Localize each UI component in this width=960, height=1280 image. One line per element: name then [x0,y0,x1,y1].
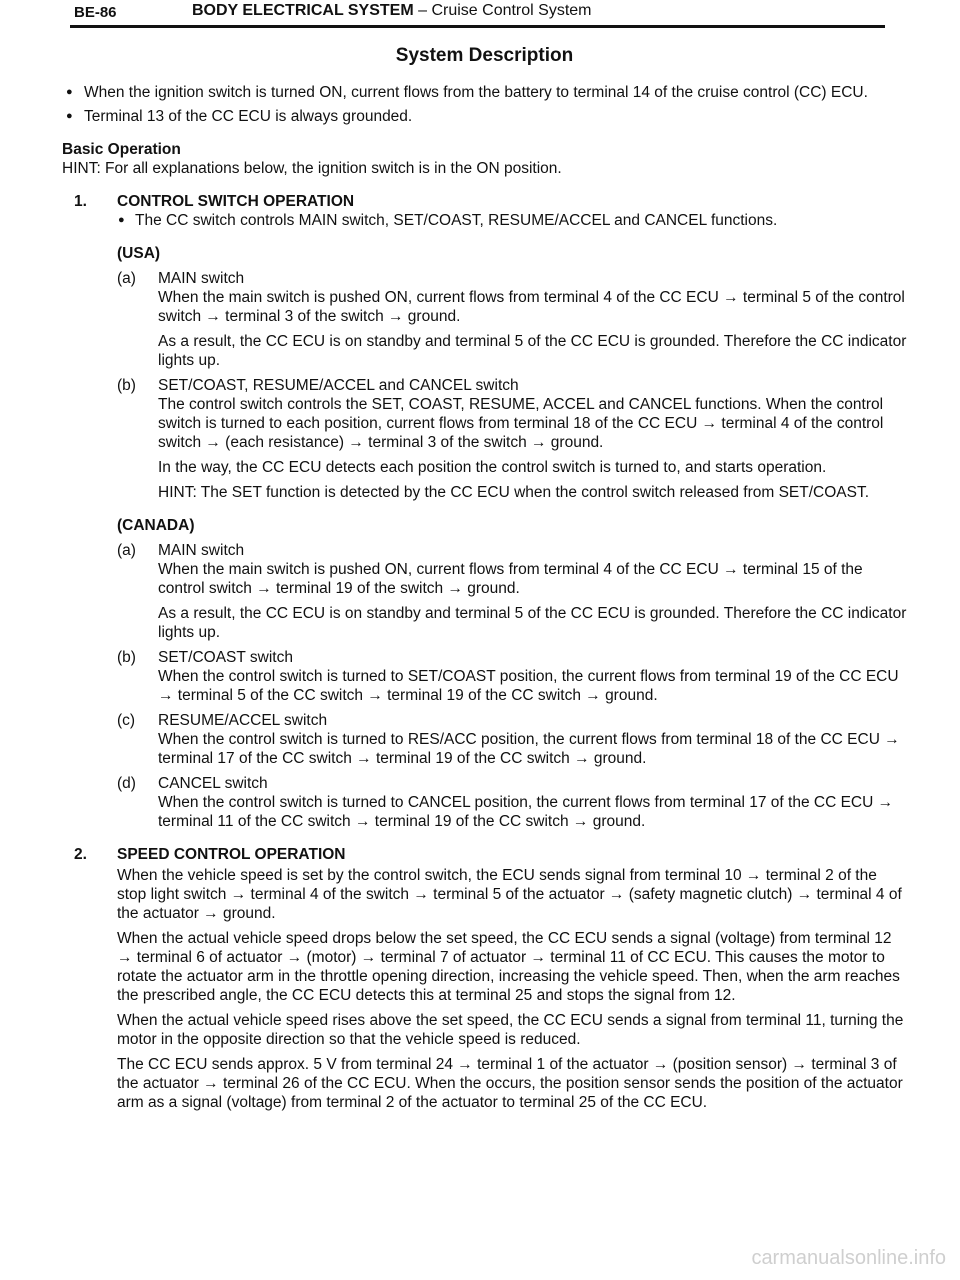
item-text: As a result, the CC ECU is on standby and terminal 5 of the CC ECU is grounded. Therefore the CC indicator lights up. [158,333,907,369]
item-text: As a result, the CC ECU is on standby and terminal 5 of the CC ECU is grounded. Therefore the CC indicator lights up. [158,605,907,641]
page-header [70,0,885,26]
item-hint: HINT: The SET function is detected by the CC ECU when the control switch released from SET/COAST. [158,484,870,501]
item-text: When the main switch is pushed ON, current flows from terminal 4 of the CC ECU → terminal 15 of the control switch → terminal 19 of the switch → ground. [158,561,863,597]
header-title [192,2,592,20]
item-title: CANCEL switch [158,775,268,792]
item-text: When the control switch is turned to CANCEL position, the current flows from terminal 17 of the CC ECU → terminal 11 of the CC switch → terminal 19 of the CC switch → ground. [158,794,894,830]
item-text: When the control switch is turned to SET/COAST position, the current flows from terminal 19 of the CC ECU → terminal 5 of the CC switch → terminal 19 of the CC switch → ground. [158,668,899,704]
intro-bullet-1: ● When the ignition switch is turned ON, current flows from the battery to terminal 14 of the cruise control (CC) ECU. [62,83,907,102]
section-1-heading [62,192,907,211]
item-title: MAIN switch [158,542,245,559]
section-2-paragraph: When the actual vehicle speed drops below the set speed, the CC ECU sends a signal (voltage) from terminal 12 → terminal 6 of actuator → (motor) → terminal 7 of actuator → terminal 11 of CC ECU. This causes the motor to rotate the actuator arm in the throttle opening direction, increasing the vehicle speed. Then, when the arm reaches the prescribed angle, the CC ECU detects this at terminal 25 and stops the signal from 12. [117,930,900,1004]
item-title: MAIN switch [158,270,245,287]
header-rule [70,25,885,28]
canada-item-d [62,774,907,831]
item-label: (a) [117,542,136,559]
section-2-number: 2. [74,846,87,863]
section-1-title: CONTROL SWITCH OPERATION [117,193,355,210]
intro-bullet-2: ● Terminal 13 of the CC ECU is always grounded. [62,107,907,126]
basic-hint: HINT: For all explanations below, the ignition switch is in the ON position. [62,160,562,177]
canada-item-c [62,711,907,768]
section-2-heading [62,845,907,864]
header-subsection: – Cruise Control System [418,2,592,19]
section-2-body [62,866,907,1112]
item-text: In the way, the CC ECU detects each position the control switch is turned to, and starts operation. [158,459,827,476]
section-1-bullet: ● The CC switch controls MAIN switch, SET/COAST, RESUME/ACCEL and CANCEL functions. [62,211,907,230]
basic-operation-heading: Basic Operation [62,141,181,158]
watermark: carmanualsonline.info [751,1247,946,1269]
item-text: The control switch controls the SET, COAST, RESUME, ACCEL and CANCEL functions. When the control switch is turned to each position, current flows from terminal 18 of the CC ECU → terminal 4 of the control switch → (each resistance) → terminal 3 of the switch → ground. [158,396,884,451]
item-title: SET/COAST, RESUME/ACCEL and CANCEL switch [158,377,519,394]
item-label: (c) [117,712,136,729]
section-2-title: SPEED CONTROL OPERATION [117,846,346,863]
canada-label: (CANADA) [117,517,195,534]
section-2-paragraph: The CC ECU sends approx. 5 V from terminal 24 → terminal 1 of the actuator → (position sensor) → terminal 3 of the actuator → terminal 26 of the CC ECU. When the occurs, the position sensor sends the position of the actuator arm as a signal (voltage) from terminal 2 of the actuator to terminal 25 of the CC ECU. [117,1056,903,1111]
section-1-number: 1. [74,193,87,210]
page-title: System Description [395,45,574,66]
item-label: (a) [117,270,136,287]
item-text: When the control switch is turned to RES/ACC position, the current flows from terminal 18 of the CC ECU → terminal 17 of the CC switch → terminal 19 of the CC switch → ground. [158,731,900,767]
usa-item-a [62,269,907,370]
item-label: (d) [117,775,136,792]
item-text: When the main switch is pushed ON, current flows from terminal 4 of the CC ECU → terminal 5 of the control switch → terminal 3 of the switch → ground. [158,289,905,325]
canada-item-a [62,541,907,642]
page-number: BE-86 [74,4,117,21]
page-content [62,44,907,1112]
item-label: (b) [117,649,136,666]
usa-label: (USA) [117,245,161,262]
item-title: RESUME/ACCEL switch [158,712,328,729]
section-2-paragraph: When the actual vehicle speed rises above the set speed, the CC ECU sends a signal from terminal 11, turning the motor in the opposite direction so that the vehicle speed is reduced. [117,1012,904,1048]
header-section: BODY ELECTRICAL SYSTEM [192,2,414,19]
usa-item-b [62,376,907,502]
item-label: (b) [117,377,136,394]
item-title: SET/COAST switch [158,649,293,666]
section-2-paragraph: When the vehicle speed is set by the control switch, the ECU sends signal from terminal 10 → terminal 2 of the stop light switch → terminal 4 of the switch → terminal 5 of the actuator → (safety magnetic clutch) → terminal 4 of the actuator → ground. [117,867,902,922]
canada-item-b [62,648,907,705]
